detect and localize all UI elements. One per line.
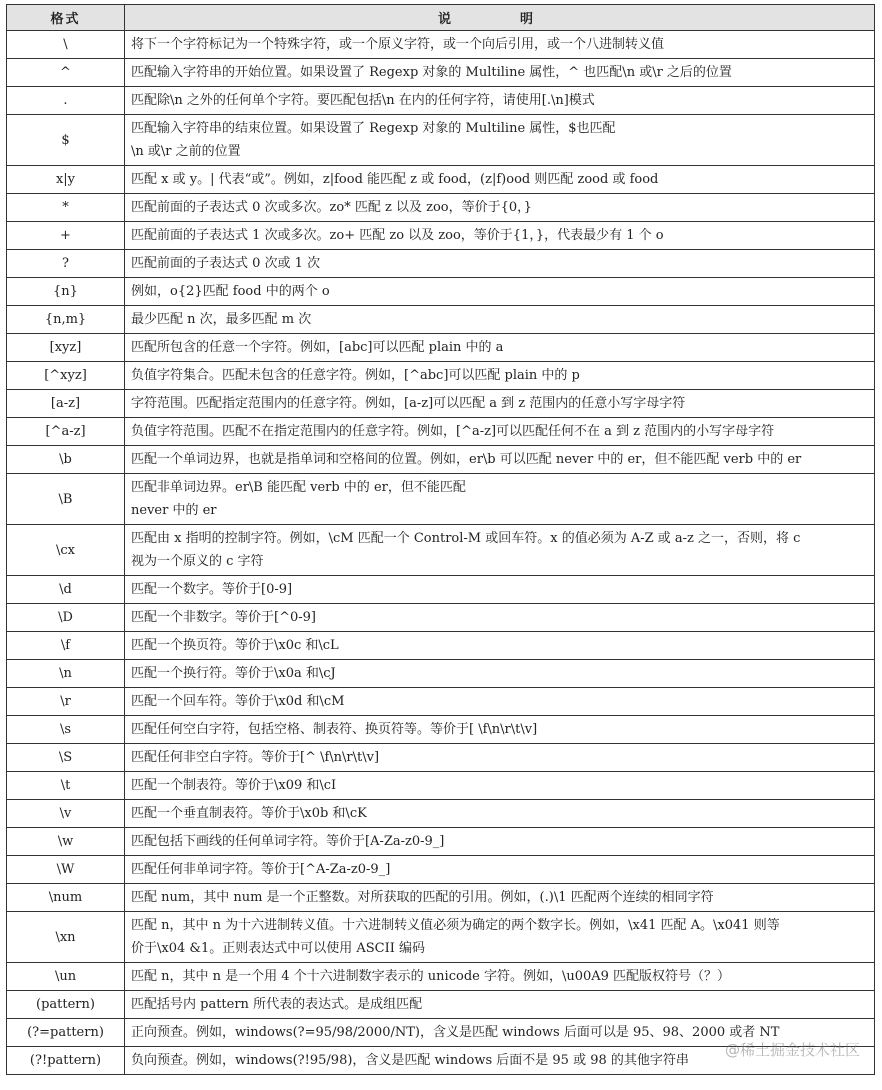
description-line: 最少匹配 n 次，最多匹配 m 次 [131, 312, 312, 327]
description-line: 匹配前面的子表达式 0 次或 1 次 [131, 256, 321, 271]
table-row [7, 418, 875, 446]
table-row [7, 604, 875, 632]
description-cell [125, 828, 875, 856]
format-cell: \un [7, 963, 125, 991]
table-row [7, 963, 875, 991]
format-cell: x|y [7, 166, 125, 194]
description-line: 匹配任何空白字符，包括空格、制表符、换页符等。等价于[ \f\n\r\t\v] [131, 722, 538, 737]
table-row [7, 250, 875, 278]
table-row [7, 222, 875, 250]
table-row [7, 660, 875, 688]
header-description: 说 明 [125, 5, 875, 31]
format-cell: * [7, 194, 125, 222]
format-cell: \B [7, 474, 125, 525]
description-line: 负值字符集合。匹配未包含的任意字符。例如，[^abc]可以匹配 plain 中的 p [131, 368, 580, 383]
table-row [7, 166, 875, 194]
description-line: 匹配一个回车符。等价于\x0d 和\cM [131, 694, 345, 709]
description-line: 匹配一个非数字。等价于[^0-9] [131, 610, 316, 625]
description-line: 匹配非单词边界。er\B 能匹配 verb 中的 er，但不能匹配 [131, 480, 466, 495]
description-cell [125, 688, 875, 716]
description-cell [125, 604, 875, 632]
description-line: 匹配任何非单词字符。等价于[^A-Za-z0-9_] [131, 862, 391, 877]
description-line: 负向预查。例如，windows(?!95/98)，含义是匹配 windows 后面不是 95 或 98 的其他字符串 [131, 1053, 689, 1068]
description-cell [125, 991, 875, 1019]
description-line: 匹配前面的子表达式 0 次或多次。zo* 匹配 z 以及 zoo，等价于{0，} [131, 200, 532, 215]
table-row [7, 525, 875, 576]
description-cell [125, 278, 875, 306]
description-line: 匹配一个单词边界，也就是指单词和空格间的位置。例如，er\b 可以匹配 never 中的 er，但不能匹配 verb 中的 er [131, 452, 802, 467]
description-cell [125, 660, 875, 688]
description-cell [125, 716, 875, 744]
description-cell [125, 800, 875, 828]
description-cell [125, 194, 875, 222]
header-format: 格式 [7, 5, 125, 31]
description-cell [125, 306, 875, 334]
description-cell [125, 250, 875, 278]
format-cell: {n,m} [7, 306, 125, 334]
table-row [7, 87, 875, 115]
description-line: 匹配 n，其中 n 为十六进制转义值。十六进制转义值必须为确定的两个数字长。例如，\x41 匹配 A。\x041 则等 [131, 918, 780, 933]
description-line: 正向预查。例如，windows(?=95/98/2000/NT)，含义是匹配 windows 后面可以是 95、98、2000 或者 NT [131, 1025, 780, 1040]
table-row [7, 991, 875, 1019]
description-cell [125, 166, 875, 194]
format-cell: $ [7, 115, 125, 166]
description-line-2: 价于\x04 &1。正则表达式中可以使用 ASCII 编码 [131, 941, 426, 956]
table-row [7, 632, 875, 660]
description-line: 匹配输入字符串的开始位置。如果设置了 Regexp 对象的 Multiline 属性，^ 也匹配\n 或\r 之后的位置 [131, 65, 732, 80]
format-cell: ? [7, 250, 125, 278]
description-cell [125, 115, 875, 166]
description-line: 匹配一个换行符。等价于\x0a 和\cJ [131, 666, 336, 681]
table-row [7, 856, 875, 884]
format-cell: ^ [7, 59, 125, 87]
description-line: 匹配任何非空白字符。等价于[^ \f\n\r\t\v] [131, 750, 380, 765]
format-cell: + [7, 222, 125, 250]
table-row [7, 474, 875, 525]
description-cell [125, 362, 875, 390]
table-row [7, 688, 875, 716]
format-cell: [^a-z] [7, 418, 125, 446]
description-line: 匹配括号内 pattern 所代表的表达式。是成组匹配 [131, 997, 423, 1012]
table-row [7, 334, 875, 362]
table-row [7, 390, 875, 418]
format-cell: [xyz] [7, 334, 125, 362]
format-cell: {n} [7, 278, 125, 306]
description-line: 匹配一个制表符。等价于\x09 和\cI [131, 778, 337, 793]
table-row [7, 800, 875, 828]
description-line: 匹配由 x 指明的控制字符。例如，\cM 匹配一个 Control-M 或回车符。x 的值必须为 A-Z 或 a-z 之一，否则，将 c [131, 531, 801, 546]
regex-syntax-table [6, 4, 875, 1075]
format-cell: . [7, 87, 125, 115]
description-cell [125, 744, 875, 772]
description-cell [125, 446, 875, 474]
table-row [7, 576, 875, 604]
table-row [7, 744, 875, 772]
format-cell: \cx [7, 525, 125, 576]
description-cell [125, 772, 875, 800]
table-row [7, 772, 875, 800]
description-line: 匹配 num，其中 num 是一个正整数。对所获取的匹配的引用。例如，(.)\1 匹配两个连续的相同字符 [131, 890, 714, 905]
description-line: 字符范围。匹配指定范围内的任意字符。例如，[a-z]可以匹配 a 到 z 范围内的任意小写字母字符 [131, 396, 686, 411]
description-cell [125, 87, 875, 115]
format-cell: \W [7, 856, 125, 884]
description-line-2: never 中的 er [131, 503, 217, 518]
description-cell [125, 334, 875, 362]
description-line: 匹配除\n 之外的任何单个字符。要匹配包括\n 在内的任何字符，请使用[.\n]模式 [131, 93, 595, 108]
format-cell: \S [7, 744, 125, 772]
description-line: 匹配 x 或 y。| 代表“或”。例如，z|food 能匹配 z 或 food，(z|f)ood 则匹配 zood 或 food [131, 172, 659, 187]
description-line-2: \n 或\r 之前的位置 [131, 144, 241, 159]
format-cell: \ [7, 31, 125, 59]
format-cell: \s [7, 716, 125, 744]
format-cell: (pattern) [7, 991, 125, 1019]
description-line: 将下一个字符标记为一个特殊字符，或一个原义字符，或一个向后引用，或一个八进制转义值 [131, 37, 665, 52]
format-cell: [a-z] [7, 390, 125, 418]
description-line: 匹配前面的子表达式 1 次或多次。zo+ 匹配 zo 以及 zoo，等价于{1，}，代表最少有 1 个 o [131, 228, 664, 243]
format-cell: \f [7, 632, 125, 660]
table-row [7, 884, 875, 912]
format-cell: \r [7, 688, 125, 716]
description-line: 匹配所包含的任意一个字符。例如，[abc]可以匹配 plain 中的 a [131, 340, 504, 355]
description-cell [125, 884, 875, 912]
table-row [7, 115, 875, 166]
table-header-row [7, 5, 875, 31]
table-row [7, 912, 875, 963]
description-line: 例如，o{2}匹配 food 中的两个 o [131, 284, 330, 299]
description-cell [125, 390, 875, 418]
description-line: 匹配 n，其中 n 是一个用 4 个十六进制数字表示的 unicode 字符。例如，\u00A9 匹配版权符号（？） [131, 969, 731, 984]
regex-reference-page [6, 4, 874, 1075]
table-row [7, 31, 875, 59]
format-cell: \b [7, 446, 125, 474]
description-cell [125, 59, 875, 87]
description-cell [125, 912, 875, 963]
table-row [7, 828, 875, 856]
format-cell: \v [7, 800, 125, 828]
table-row [7, 59, 875, 87]
description-line: 匹配一个换页符。等价于\x0c 和\cL [131, 638, 339, 653]
table-row [7, 278, 875, 306]
table-body [7, 31, 875, 1075]
description-line: 匹配输入字符串的结束位置。如果设置了 Regexp 对象的 Multiline 属性，$也匹配 [131, 121, 616, 136]
format-cell: \d [7, 576, 125, 604]
description-cell [125, 474, 875, 525]
description-cell [125, 856, 875, 884]
format-cell: \num [7, 884, 125, 912]
description-cell [125, 418, 875, 446]
description-cell [125, 31, 875, 59]
description-cell [125, 222, 875, 250]
description-line: 匹配一个数字。等价于[0-9] [131, 582, 293, 597]
format-cell: \D [7, 604, 125, 632]
format-cell: \w [7, 828, 125, 856]
watermark: @稀土掘金技术社区 [724, 1041, 860, 1059]
description-line: 匹配一个垂直制表符。等价于\x0b 和\cK [131, 806, 367, 821]
description-cell [125, 632, 875, 660]
description-line: 负值字符范围。匹配不在指定范围内的任意字符。例如，[^a-z]可以匹配任何不在 a 到 z 范围内的小写字母字符 [131, 424, 775, 439]
format-cell: (?=pattern) [7, 1019, 125, 1047]
table-row [7, 306, 875, 334]
description-line: 匹配包括下画线的任何单词字符。等价于[A-Za-z0-9_] [131, 834, 445, 849]
description-cell [125, 576, 875, 604]
table-row [7, 362, 875, 390]
table-row [7, 446, 875, 474]
format-cell: \xn [7, 912, 125, 963]
table-row [7, 194, 875, 222]
format-cell: [^xyz] [7, 362, 125, 390]
description-cell [125, 525, 875, 576]
format-cell: (?!pattern) [7, 1047, 125, 1075]
format-cell: \n [7, 660, 125, 688]
format-cell: \t [7, 772, 125, 800]
description-cell [125, 963, 875, 991]
table-row [7, 716, 875, 744]
description-line-2: 视为一个原义的 c 字符 [131, 554, 264, 569]
